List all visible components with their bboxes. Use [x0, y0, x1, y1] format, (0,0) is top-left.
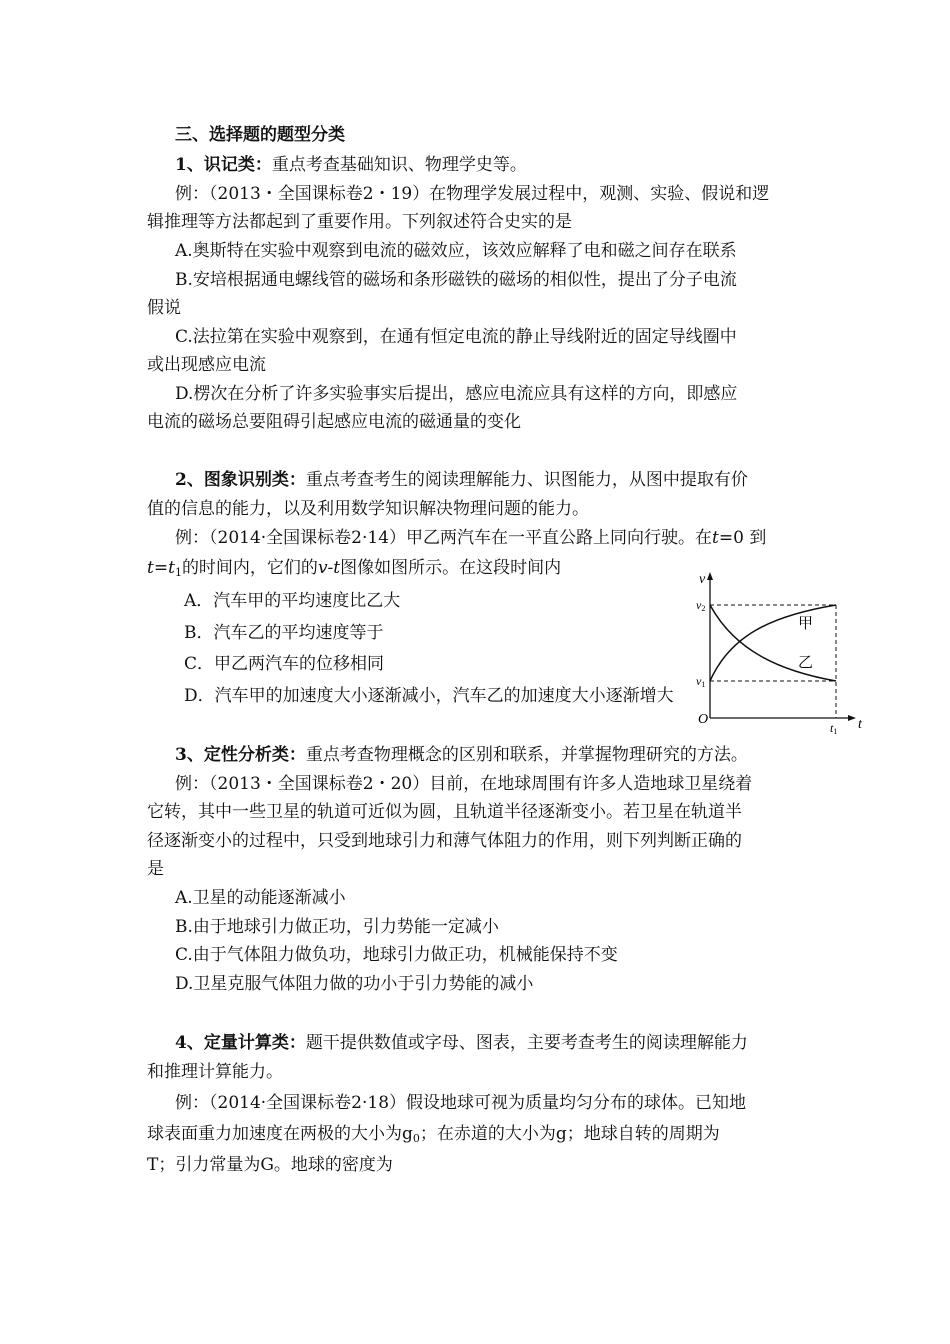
q4-example-line — [147, 1123, 720, 1150]
q1-option-c: C.法拉第在实验中观察到，在通有恒定电流的静止导线附近的固定导线圈中 — [175, 327, 737, 347]
q2-option-c: C．甲乙两汽车的位移相同 — [184, 654, 385, 674]
t1-label: t1 — [830, 721, 838, 736]
q2-option-a: A．汽车甲的平均速度比乙大 — [184, 591, 401, 611]
q4-example-text: ；在赤道的大小为g；地球自转的周期为 — [419, 1124, 720, 1144]
q2-example-text: 图像如图所示。在这段时间内 — [340, 558, 562, 578]
q4-desc: 题干提供数值或字母、图表，主要考查考生的阅读理解能力 — [305, 1033, 748, 1053]
q2-heading: 2、图象识别类： — [175, 470, 306, 490]
q3-example-line: 它转，其中一些卫星的轨道可近似为圆，且轨道半径逐渐变小。若卫星在轨道半 — [147, 802, 742, 822]
t-axis-arrow — [848, 715, 856, 721]
q1-option-d: D.楞次在分析了许多实验事实后提出，感应电流应具有这样的方向，即感应 — [175, 384, 738, 404]
q4-heading-line — [175, 1032, 748, 1054]
equals-sign: = — [153, 558, 169, 578]
q2-example-text: =0 到 — [718, 528, 767, 548]
curve-jia — [710, 605, 836, 681]
q2-example-line — [147, 557, 561, 584]
q2-option-b: B．汽车乙的平均速度等于 — [184, 623, 384, 643]
vt-graph — [690, 566, 880, 736]
q1-heading: 1、识记类： — [175, 155, 272, 175]
subscript: 1 — [174, 566, 182, 579]
label-jia: 甲 — [798, 616, 814, 632]
q3-example-line: 径逐渐变小的过程中，只受到地球引力和薄气体阻力的作用，则下列判断正确的 — [147, 831, 742, 851]
q1-option-d-cont: 电流的磁场总要阻碍引起感应电流的磁通量的变化 — [147, 412, 521, 432]
q2-example-line — [175, 527, 766, 549]
q3-heading-line — [175, 744, 748, 766]
q3-desc: 重点考查物理概念的区别和联系，并掌握物理研究的方法。 — [305, 745, 748, 765]
q1-option-c-cont: 或出现感应电流 — [147, 355, 266, 375]
q4-example-line: 例：（2014·全国课标卷2·18）假设地球可视为质量均匀分布的球体。已知地 — [175, 1093, 747, 1113]
q3-example-line: 例：（2013・全国课标卷2・20）目前，在地球周围有许多人造地球卫星绕着 — [175, 774, 753, 794]
v2-label: v2 — [696, 598, 706, 613]
q2-example-text: 的时间内，它们的 — [181, 558, 318, 578]
q2-desc-cont: 值的信息的能力，以及利用数学知识解决物理问题的能力。 — [147, 499, 589, 519]
var-vt: v-t — [317, 558, 341, 578]
q4-example-line: T；引力常量为G。地球的密度为 — [147, 1155, 393, 1175]
var-t: t — [147, 558, 154, 578]
q3-option-a: A.卫星的动能逐渐减小 — [175, 888, 346, 908]
q3-heading: 3、定性分析类： — [175, 745, 306, 765]
q2-example-text: 例：（2014·全国课标卷2·14）甲乙两汽车在一平直公路上同向行驶。在 — [175, 528, 713, 548]
q2-desc: 重点考查考生的阅读理解能力、识图能力，从图中提取有价 — [305, 470, 748, 490]
var-t1: t — [168, 558, 175, 578]
section-title: 三、选择题的题型分类 — [175, 125, 345, 145]
var-t: t — [712, 528, 719, 548]
v1-label: v1 — [696, 674, 706, 689]
curve-yi — [710, 605, 836, 681]
v-axis-arrow — [707, 572, 713, 580]
q3-option-d: D.卫星克服气体阻力做的功小于引力势能的减小 — [175, 974, 534, 994]
q4-heading: 4、定量计算类： — [175, 1033, 306, 1053]
q1-option-a: A.奥斯特在实验中观察到电流的磁效应，该效应解释了电和磁之间存在联系 — [175, 241, 737, 261]
q1-option-b: B.安培根据通电螺线管的磁场和条形磁铁的磁场的相似性，提出了分子电流 — [175, 270, 737, 290]
q4-example-text: 球表面重力加速度在两极的大小为g — [147, 1124, 413, 1144]
origin-label: O — [698, 712, 709, 727]
v-axis-label: v — [699, 572, 706, 587]
q3-option-b: B.由于地球引力做正功，引力势能一定减小 — [175, 917, 499, 937]
q4-desc-cont: 和推理计算能力。 — [147, 1062, 283, 1082]
label-yi: 乙 — [798, 655, 814, 671]
q1-example-line: 例：（2013・全国课标卷2・19）在物理学发展过程中，观测、实验、假说和逻 — [175, 184, 770, 204]
q1-desc: 重点考查基础知识、物理学史等。 — [271, 155, 527, 175]
q1-example-line: 辑推理等方法都起到了重要作用。下列叙述符合史实的是 — [147, 212, 572, 232]
q3-example-line: 是 — [147, 859, 164, 879]
q1-option-b-cont: 假说 — [147, 298, 181, 318]
t-axis-label: t — [858, 717, 862, 732]
q2-heading-line — [175, 469, 748, 491]
subscript: 0 — [412, 1132, 420, 1145]
q3-option-c: C.由于气体阻力做负功，地球引力做正功，机械能保持不变 — [175, 945, 618, 965]
q2-option-d: D．汽车甲的加速度大小逐渐减小，汽车乙的加速度大小逐渐增大 — [184, 686, 674, 706]
q1-heading-line — [175, 154, 527, 176]
